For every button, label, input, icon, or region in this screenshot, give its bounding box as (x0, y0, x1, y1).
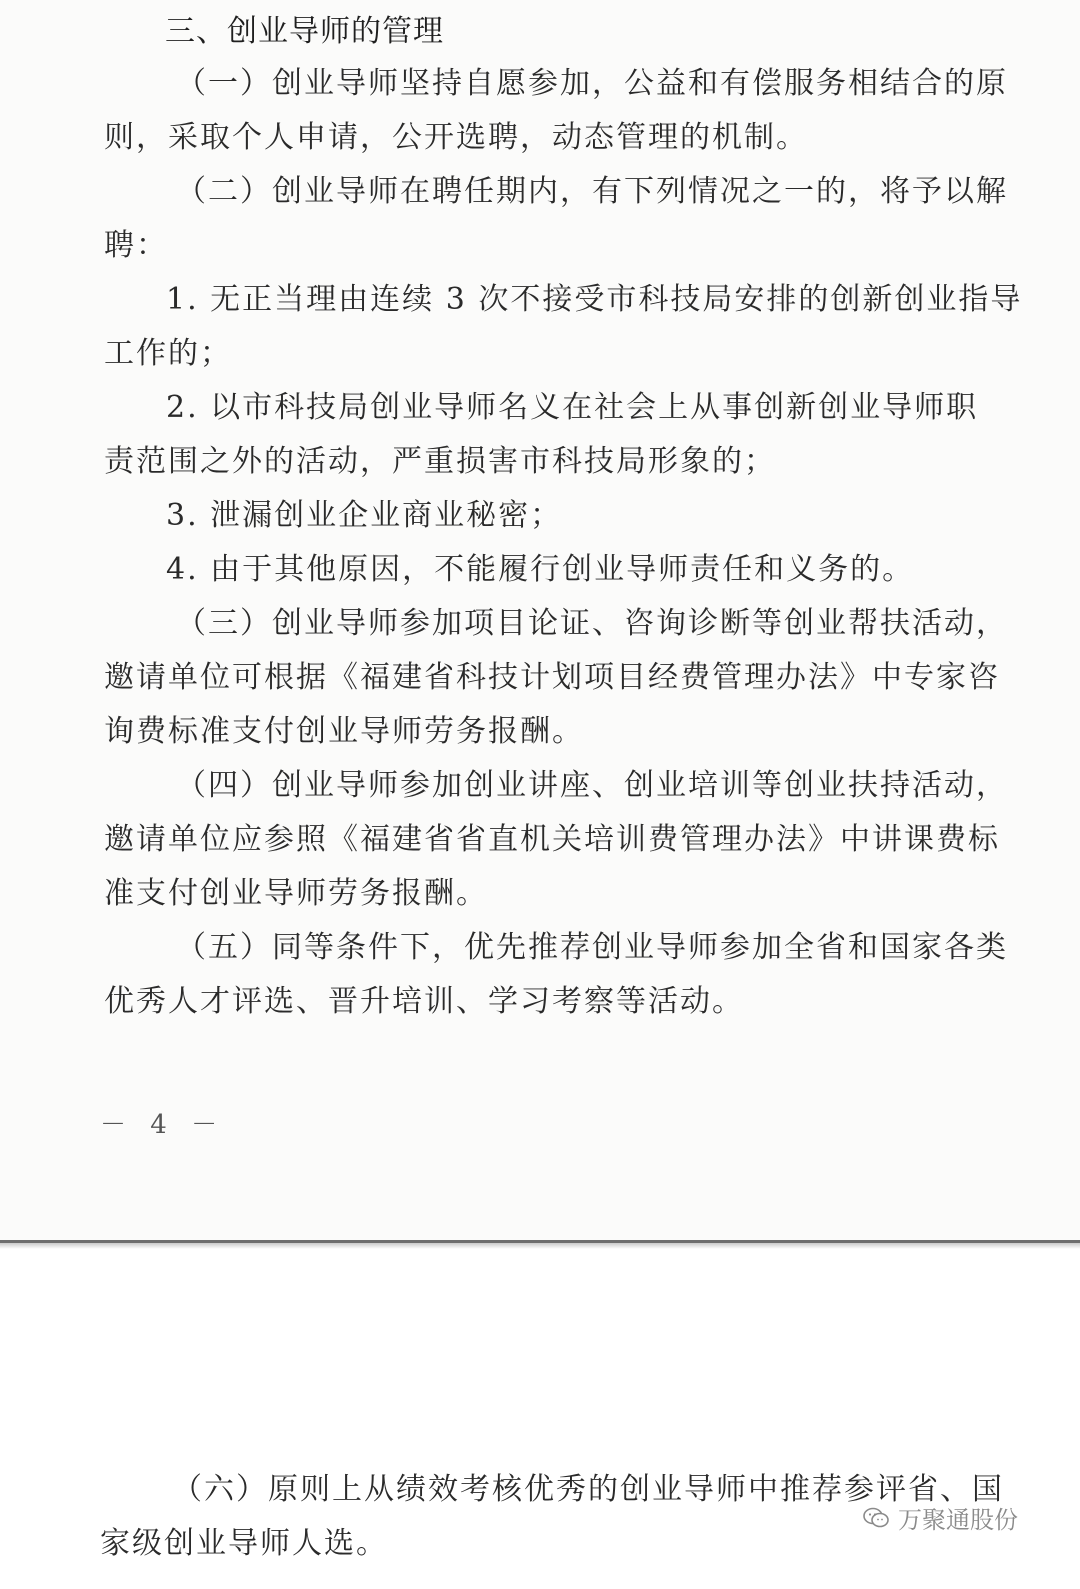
paragraph-line: 则，采取个人申请，公开选聘，动态管理的机制。 (104, 120, 808, 155)
watermark-text: 万聚通股份 (898, 1506, 1018, 1534)
page-divider-shadow (0, 1243, 1080, 1249)
paragraph-line: （四）创业导师参加创业讲座、创业培训等创业扶持活动， (176, 768, 1008, 803)
paragraph-line: （一）创业导师坚持自愿参加，公益和有偿服务相结合的原 (176, 66, 1008, 101)
list-item: 责范围之外的活动，严重损害市科技局形象的； (104, 444, 776, 479)
paragraph-line: （三）创业导师参加项目论证、咨询诊断等创业帮扶活动， (176, 606, 1008, 641)
paragraph-line: 优秀人才评选、晋升培训、学习考察等活动。 (104, 984, 744, 1019)
paragraph-line: （五）同等条件下，优先推荐创业导师参加全省和国家各类 (176, 930, 1008, 965)
list-item: 工作的； (104, 336, 232, 371)
page-number: － 4 － (100, 1110, 226, 1140)
section-heading: 三、创业导师的管理 (165, 14, 444, 49)
list-item: 3. 泄漏创业企业商业秘密； (166, 498, 563, 533)
paragraph-line: 家级创业导师人选。 (100, 1526, 388, 1561)
list-item: 2. 以市科技局创业导师名义在社会上从事创新创业导师职 (166, 390, 979, 425)
paragraph-line: 准支付创业导师劳务报酬。 (104, 876, 488, 911)
paragraph-line: （六）原则上从绩效考核优秀的创业导师中推荐参评省、国 (172, 1472, 1004, 1507)
paragraph-line: （二）创业导师在聘任期内，有下列情况之一的，将予以解 (176, 174, 1008, 209)
paragraph-line: 邀请单位应参照《福建省省直机关培训费管理办法》中讲课费标 (104, 822, 1000, 857)
list-item: 1. 无正当理由连续 3 次不接受市科技局安排的创新创业指导 (166, 282, 1023, 317)
list-item: 4. 由于其他原因，不能履行创业导师责任和义务的。 (166, 552, 915, 587)
wechat-icon (862, 1506, 890, 1530)
paragraph-line: 聘： (104, 228, 168, 263)
paragraph-line: 询费标准支付创业导师劳务报酬。 (104, 714, 584, 749)
watermark (862, 1500, 1018, 1535)
paragraph-line: 邀请单位可根据《福建省科技计划项目经费管理办法》中专家咨 (104, 660, 1000, 695)
